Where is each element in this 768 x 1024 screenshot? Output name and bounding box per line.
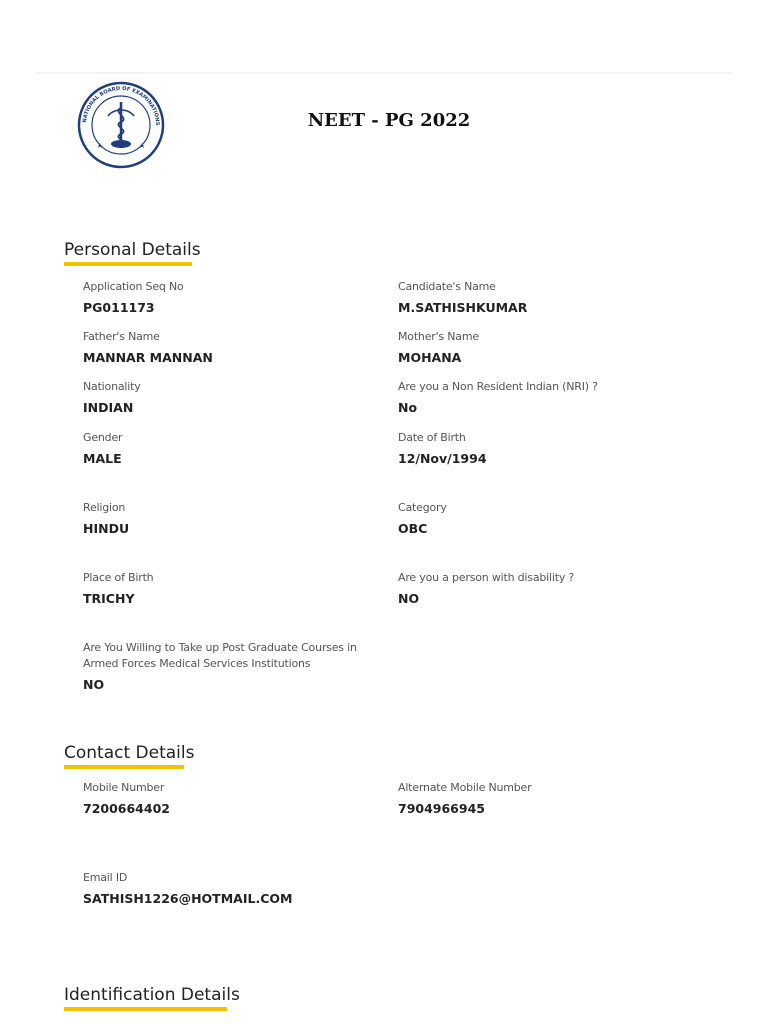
field-nationality [83, 379, 383, 415]
field-value: NO [398, 591, 420, 606]
field-mother-name [398, 329, 698, 365]
field-value: M.SATHISHKUMAR [398, 300, 528, 315]
field-alternate-mobile [398, 780, 698, 816]
field-father-name [83, 329, 383, 365]
field-value: HINDU [83, 521, 130, 536]
field-label: Are you a Non Resident Indian (NRI) ? [398, 380, 598, 393]
field-application-seq-no [83, 279, 383, 315]
field-place-of-birth [83, 570, 383, 606]
field-value: 12/Nov/1994 [398, 451, 487, 466]
field-candidate-name [398, 279, 698, 315]
field-label: Mother's Name [398, 330, 479, 343]
field-mobile-number [83, 780, 383, 816]
field-value: MANNAR MANNAN [83, 350, 213, 365]
field-label: Application Seq No [83, 280, 184, 293]
field-value: OBC [398, 521, 428, 536]
field-value: 7904966945 [398, 801, 485, 816]
field-armed-forces [83, 640, 363, 692]
section-contact-details [64, 743, 194, 763]
field-gender [83, 430, 383, 466]
section-heading: Identification Details [64, 985, 240, 1005]
field-value: PG011173 [83, 300, 155, 315]
field-label: Father's Name [83, 330, 160, 343]
section-identification-details [64, 985, 240, 1005]
field-category [398, 500, 698, 536]
field-value: MALE [83, 451, 122, 466]
field-label: Candidate's Name [398, 280, 496, 293]
section-personal-details [64, 240, 201, 260]
field-label: Date of Birth [398, 431, 466, 444]
field-value: 7200664402 [83, 801, 170, 816]
field-label: Place of Birth [83, 571, 154, 584]
field-value: NO [83, 677, 105, 692]
field-value: TRICHY [83, 591, 135, 606]
field-label: Category [398, 501, 447, 514]
field-disability [398, 570, 698, 606]
section-heading: Contact Details [64, 743, 195, 763]
field-label: Are You Willing to Take up Post Graduate Courses in Armed Forces Medical Services Institutions [83, 641, 357, 670]
field-value: MOHANA [398, 350, 462, 365]
field-label: Alternate Mobile Number [398, 781, 532, 794]
field-value: INDIAN [83, 400, 134, 415]
field-value: SATHISH1226@HOTMAIL.COM [83, 891, 293, 906]
section-underline [64, 1007, 227, 1011]
field-label: Nationality [83, 380, 141, 393]
field-date-of-birth [398, 430, 698, 466]
field-label: Mobile Number [83, 781, 165, 794]
section-underline [64, 765, 184, 769]
field-nri [398, 379, 698, 415]
field-religion [83, 500, 383, 536]
field-email-id [83, 870, 383, 906]
field-label: Gender [83, 431, 123, 444]
logo-text: NATIONAL BOARD OF EXAMINATIONS [82, 85, 161, 126]
document-title: NEET - PG 2022 [307, 110, 471, 131]
field-value: No [398, 400, 418, 415]
section-underline [64, 262, 192, 266]
field-label: Are you a person with disability ? [398, 571, 575, 584]
field-label: Religion [83, 501, 126, 514]
section-heading: Personal Details [64, 240, 201, 260]
field-label: Email ID [83, 871, 128, 884]
header-divider [36, 72, 732, 74]
